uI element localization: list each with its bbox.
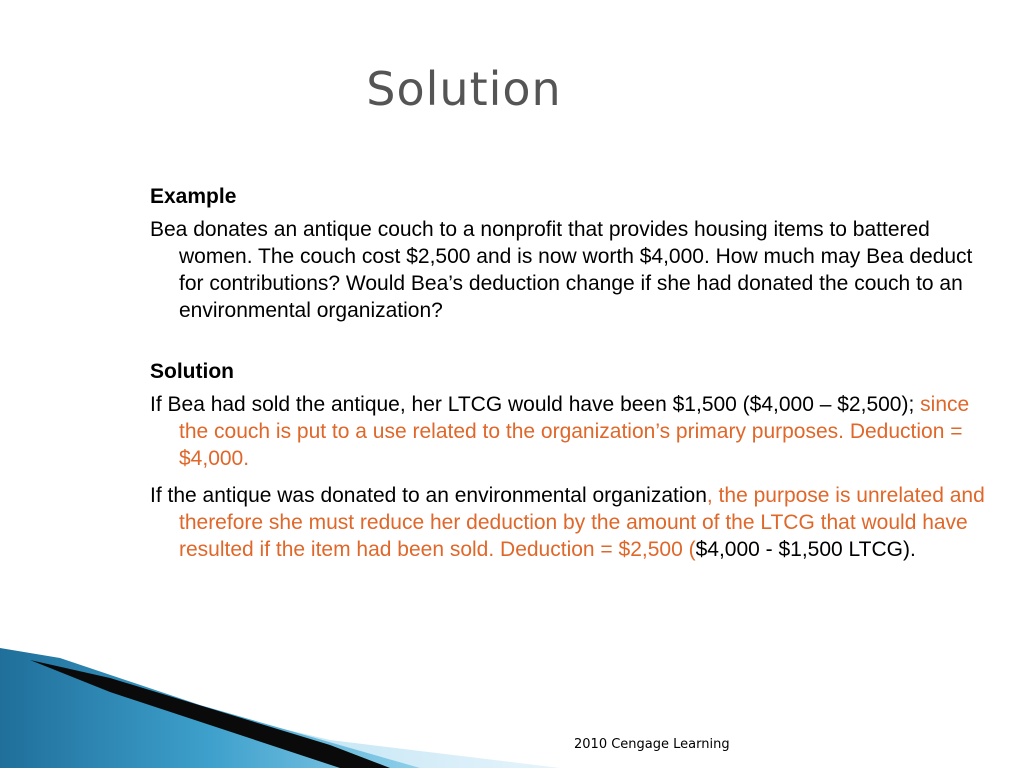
solution-paragraph-1 — [150, 391, 1000, 472]
solution-paragraph-2 — [150, 482, 1000, 563]
solution-heading: Solution — [150, 360, 234, 383]
slide-title: Solution — [366, 62, 562, 116]
example-heading: Example — [150, 185, 237, 208]
solution-p1-text: If Bea had sold the antique, her LTCG would have been $1,500 ($4,000 – $2,500); — [150, 393, 921, 416]
solution-p1-highlight: since the couch is put to a use related to the organization’s primary purposes. Deduction = $4,000. — [179, 393, 970, 470]
solution-p2-highlight: , the purpose is unrelated and therefore she must reduce her deduction by the amount of the LTCG that would have resulted if the item had been sold. Deduction = $2,500 ( — [179, 484, 985, 561]
solution-p2-end: $4,000 - $1,500 LTCG). — [695, 538, 916, 561]
spacer — [150, 334, 1000, 358]
solution-p2-text: If the antique was donated to an environmental organization — [150, 484, 707, 507]
slide-body — [150, 183, 1000, 573]
example-text: Bea donates an antique couch to a nonprofit that provides housing items to battered women. The couch cost $2,500 and is now worth $4,000. How much may Bea deduct for contributions? Would Bea’s deduction change if she had donated the couch to an environmental organization? — [150, 218, 973, 322]
footer-credit: 2010 Cengage Learning — [574, 737, 730, 752]
